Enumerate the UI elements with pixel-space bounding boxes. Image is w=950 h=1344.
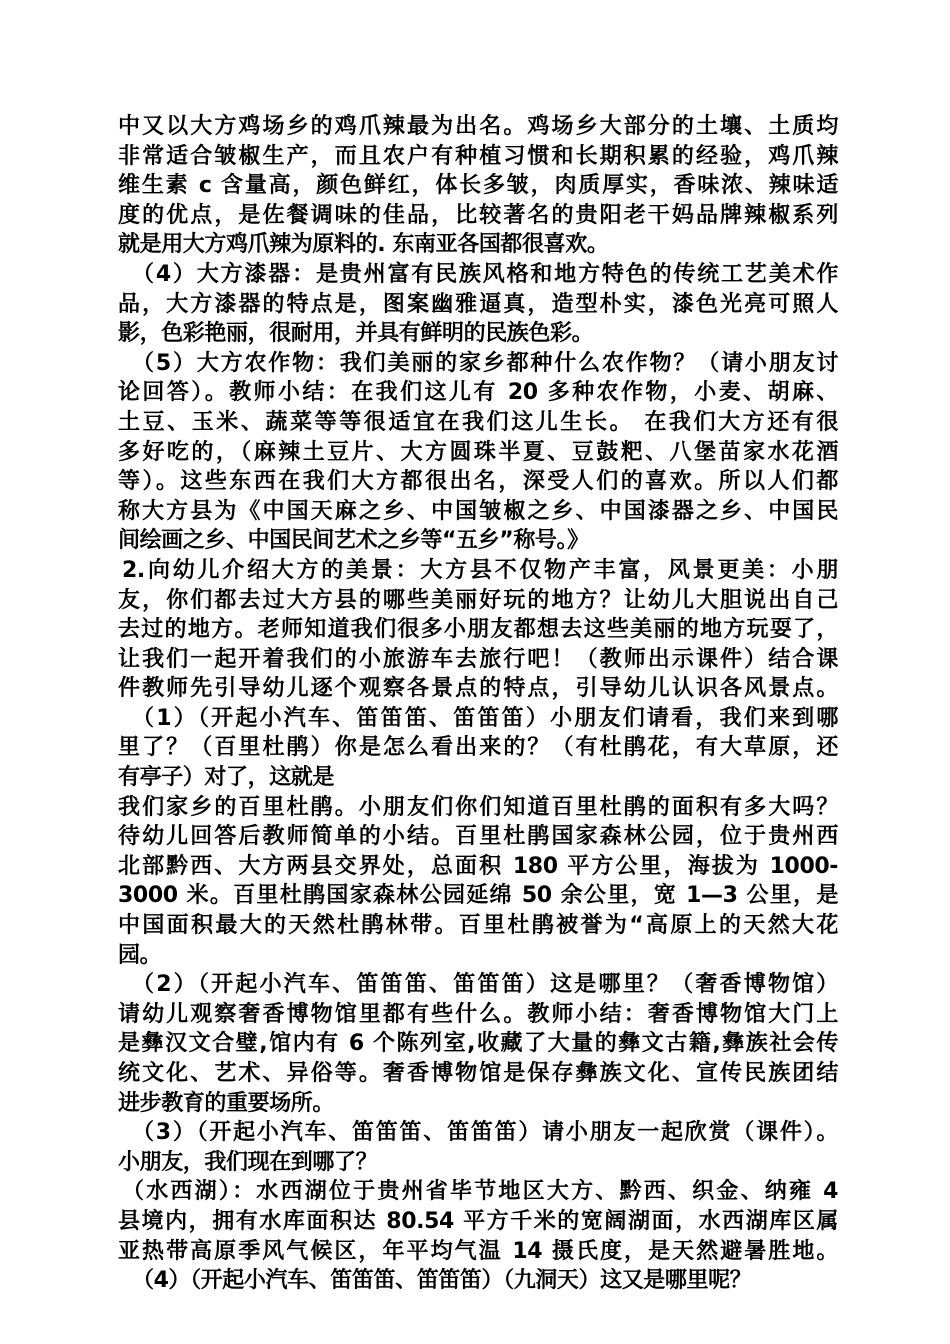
text-line: 统文化、艺术、异俗等。奢香博物馆是保存彝族文化、宣传民族团结 <box>118 1061 838 1086</box>
text-line: 件教师先引导幼儿逐个观察各景点的特点，引导幼儿认识各风景点。 <box>118 676 838 702</box>
text-line: 就是用大方鸡爪辣为原料的. 东南亚各国都很喜欢。 <box>118 232 609 258</box>
text-line: 影，色彩艳丽，很耐用，并具有鲜明的民族色彩。 <box>118 321 594 347</box>
text-line: 2.向幼儿介绍大方的美景：大方县不仅物产丰富，风景更美：小朋 <box>122 557 838 583</box>
text-line: 论回答）。教师小结：在我们这儿有 20 多种农作物，小麦、胡麻、 <box>118 380 838 406</box>
text-line: 让我们一起开着我们的小旅游车去旅行吧！（教师出示课件）结合课 <box>118 646 838 672</box>
text-line: 县境内，拥有水库面积达 80.54 平方千米的宽阔湖面，水西湖库区属 <box>118 1208 838 1234</box>
text-line: （水西湖）：水西湖位于贵州省毕节地区大方、黔西、织金、纳雍 4 <box>122 1179 838 1205</box>
text-line: 度的优点，是佐餐调味的佳品，比较著名的贵阳老干妈品牌辣椒系列 <box>118 202 838 228</box>
text-line: 维生素 c 含量高，颜色鲜红，体长多皱，肉质厚实，香味浓、辣味适 <box>118 173 838 199</box>
text-line: 非常适合皱椒生产，而且农户有种植习惯和长期积累的经验，鸡爪辣 <box>118 143 838 169</box>
text-line: 里了？（百里杜鹃）你是怎么看出来的？（有杜鹃花，有大草原，还 <box>118 735 838 761</box>
text-line: （2）（开起小汽车、笛笛笛、笛笛笛）这是哪里？（奢香博物馆） <box>132 972 838 998</box>
text-line: 中又以大方鸡场乡的鸡爪辣最为出名。鸡场乡大部分的土壤、土质均 <box>118 114 838 139</box>
text-line: 间绘画之乡、中国民间艺术之乡等“五乡”称号。》 <box>118 528 589 554</box>
text-line: （3）（开起小汽车、笛笛笛、笛笛笛）请小朋友一起欣赏（课件）。 <box>132 1120 838 1146</box>
text-line: 小朋友，我们现在到哪了？ <box>118 1149 378 1175</box>
text-line: 品，大方漆器的特点是，图案幽雅逼真，造型朴实，漆色光亮可照人 <box>118 291 838 317</box>
text-line: （5）大方农作物：我们美丽的家乡都种什么农作物？（请小朋友讨 <box>132 350 838 376</box>
text-line: 中国面积最大的天然杜鹃林带。百里杜鹃被誉为“高原上的天然大花 <box>118 913 838 939</box>
text-line: 待幼儿回答后教师简单的小结。百里杜鹃国家森林公园，位于贵州西 <box>118 824 838 850</box>
text-line: 我们家乡的百里杜鹃。小朋友们你们知道百里杜鹃的面积有多大吗？ <box>118 794 838 820</box>
text-line: 3000 米。百里杜鹃国家森林公园延绵 50 余公里，宽 1—3 公里，是 <box>118 883 838 909</box>
text-line: 亚热带高原季风气候区，年平均气温 14 摄氏度，是天然避暑胜地。 <box>118 1238 838 1264</box>
text-line: （4）大方漆器：是贵州富有民族风格和地方特色的传统工艺美术作 <box>132 261 838 287</box>
text-line: 等）。这些东西在我们大方都很出名，深受人们的喜欢。所以人们都 <box>118 469 838 495</box>
text-line: 进步教育的重要场所。 <box>118 1090 335 1116</box>
text-line: 土豆、玉米、蔬菜等等很适宜在我们这儿生长。 在我们大方还有很 <box>118 409 838 435</box>
text-line: 请幼儿观察奢香博物馆里都有些什么。教师小结：奢香博物馆大门上 <box>118 1001 838 1027</box>
text-line: 北部黔西、大方两县交界处，总面积 180 平方公里，海拔为 1000- <box>118 853 838 879</box>
text-line: 是彝汉文合璧,馆内有 6 个陈列室,收藏了大量的彝文古籍,彝族社会传 <box>118 1031 838 1057</box>
text-line: 园。 <box>118 942 162 968</box>
text-line: 去过的地方。老师知道我们很多小朋友都想去这些美丽的地方玩耍了， <box>118 617 838 643</box>
text-line: 称大方县为《中国天麻之乡、中国皱椒之乡、中国漆器之乡、中国民 <box>118 498 838 524</box>
text-line: 有亭子）对了，这就是 <box>118 765 335 791</box>
text-line: 多好吃的，（麻辣土豆片、大方圆珠半夏、豆鼓粑、八堡苗家水花酒 <box>118 439 838 465</box>
document-page <box>118 112 838 1296</box>
text-line: 友，你们都去过大方县的哪些美丽好玩的地方？让幼儿大胆说出自己 <box>118 587 838 613</box>
text-line: （1）（开起小汽车、笛笛笛、笛笛笛）小朋友们请看，我们来到哪 <box>132 705 838 731</box>
text-line: （4）（开起小汽车、笛笛笛、笛笛笛）（九洞天）这又是哪里呢？ <box>132 1268 752 1294</box>
